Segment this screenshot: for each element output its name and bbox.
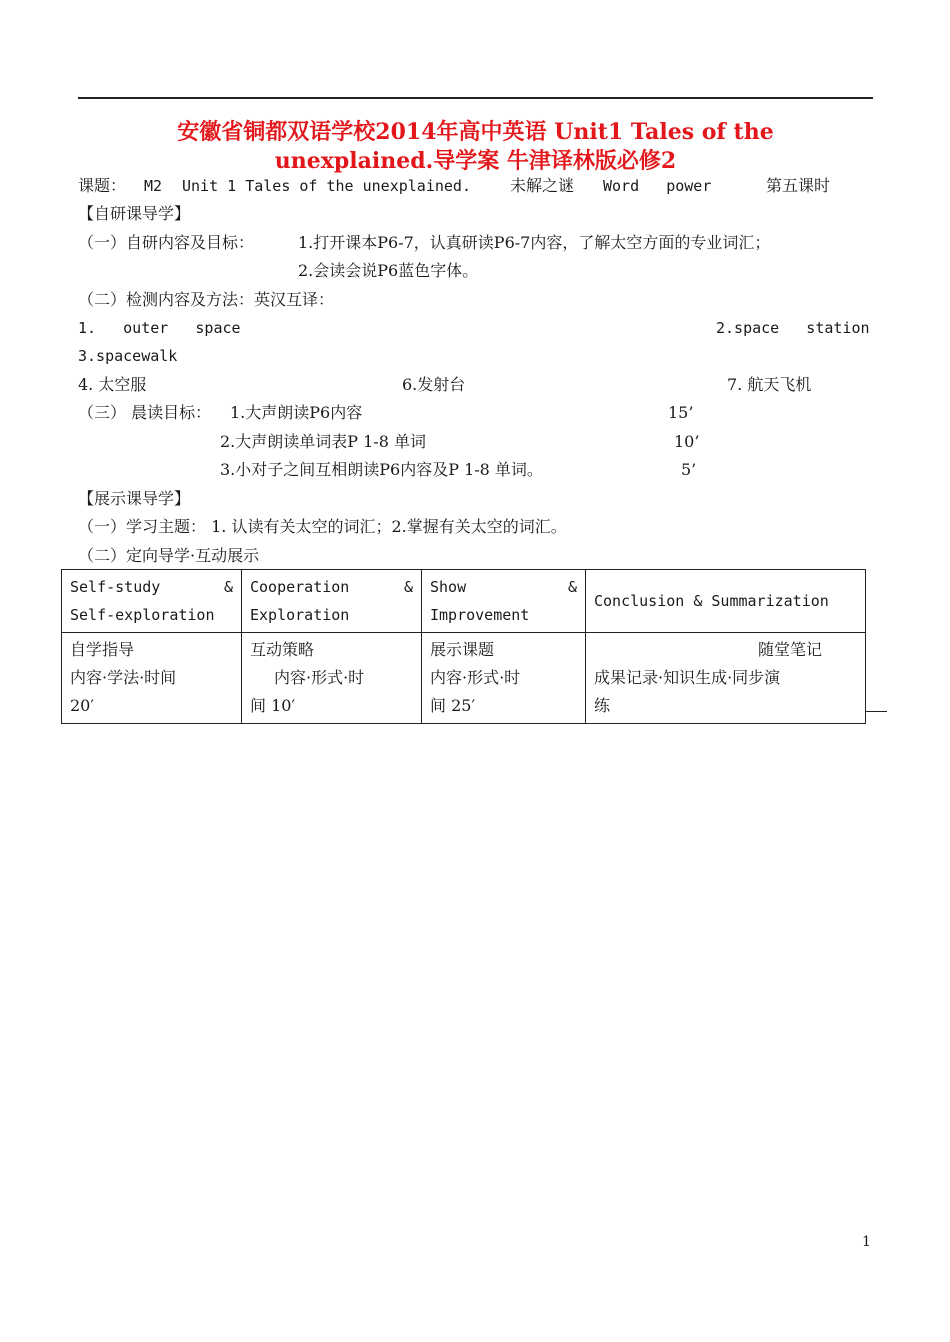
goal-1: 1.打开课本P6-7，认真研读P6-7内容，了解太空方面的专业词汇； [298, 233, 771, 252]
vocab-item-2: 2.space station [716, 319, 870, 337]
table-bottom-rule-extension [865, 711, 887, 712]
reading-goal-1: 1.大声朗读P6内容 [230, 403, 363, 422]
document-title-line2: unexplained.导学案 牛津译林版必修2 [274, 148, 677, 174]
guide-table [61, 569, 866, 724]
header-c3-a: Show [430, 578, 467, 596]
vocab-item-4: 4. 太空服 [78, 375, 147, 394]
reading-time-1: 15’ [668, 403, 694, 422]
reading-time-2: 10’ [674, 432, 700, 451]
header-c3-amp: & [567, 578, 577, 596]
learning-theme: （一）学习主题： 1. 认读有关太空的词汇；2.掌握有关太空的词汇。 [78, 517, 567, 536]
meta-module: M2 [144, 177, 163, 195]
cell-c3-line2: 内容·形式·时 [430, 668, 521, 687]
meta-lesson: 第五课时 [766, 176, 831, 195]
table-header-row [62, 570, 866, 633]
header-self-study [62, 570, 242, 633]
meta-cn-title: 未解之谜 [510, 176, 575, 195]
cell-c2-title: 互动策略 [250, 640, 315, 659]
header-c2-a: Cooperation [250, 578, 350, 596]
cell-c1-title: 自学指导 [70, 640, 135, 659]
cell-c3-title: 展示课题 [430, 640, 495, 659]
section-header-show: 【展示课导学】 [78, 489, 191, 508]
cell-conclusion [586, 633, 866, 724]
cell-c4-line3: 练 [594, 696, 611, 715]
page-number: 1 [862, 1234, 871, 1250]
cell-c4-line2: 成果记录·知识生成·同步演 [594, 668, 781, 687]
meta-section: Word power [603, 177, 712, 195]
part2-label: （二）检测内容及方法：英汉互译： [78, 290, 335, 309]
cell-c1-line3: 20′ [70, 696, 94, 715]
cell-c4-title: 随堂笔记 [758, 640, 823, 659]
header-conclusion [586, 570, 866, 633]
meta-unit: Unit 1 Tales of the unexplained. [182, 177, 471, 195]
vocab-item-1: 1. outer space [78, 319, 241, 337]
part3-label: （三） 晨读目标： [78, 403, 212, 422]
cell-cooperation [242, 633, 422, 724]
cell-c2-line2: 内容·形式·时 [274, 668, 365, 687]
header-c3-b: Improvement [430, 606, 530, 624]
cell-c3-line3: 间 25′ [430, 696, 476, 715]
reading-goal-2: 2.大声朗读单词表P 1-8 单词 [220, 432, 426, 451]
cell-c1-line2: 内容·学法·时间 [70, 668, 177, 687]
meta-label: 课题： [78, 176, 127, 195]
header-c2-amp: & [403, 578, 413, 596]
cell-c2-line3: 间 10′ [250, 696, 296, 715]
table-row [62, 633, 866, 724]
document-title-line1: 安徽省铜都双语学校2014年高中英语 Unit1 Tales of the [177, 119, 774, 145]
section-header-self-study: 【自研课导学】 [78, 204, 191, 223]
header-c2-b: Exploration [250, 606, 350, 624]
reading-goal-3: 3.小对子之间互相朗读P6内容及P 1-8 单词。 [220, 460, 543, 479]
cell-show [422, 633, 586, 724]
header-c4: Conclusion & Summarization [594, 592, 829, 610]
guided-learning-label: （二）定向导学·互动展示 [78, 546, 260, 565]
header-cooperation [242, 570, 422, 633]
reading-time-3: 5’ [681, 460, 697, 479]
header-c1-a: Self-study [70, 578, 161, 596]
header-c1-b: Self-exploration [70, 606, 215, 624]
part1-label: （一）自研内容及目标： [78, 233, 255, 252]
vocab-item-7: 7. 航天飞机 [727, 375, 812, 394]
vocab-item-3: 3.spacewalk [78, 347, 178, 365]
top-rule [78, 97, 873, 99]
header-show [422, 570, 586, 633]
goal-2: 2.会读会说P6蓝色字体。 [298, 261, 479, 280]
cell-self-study [62, 633, 242, 724]
header-c1-amp: & [223, 578, 233, 596]
vocab-item-6: 6.发射台 [402, 375, 466, 394]
